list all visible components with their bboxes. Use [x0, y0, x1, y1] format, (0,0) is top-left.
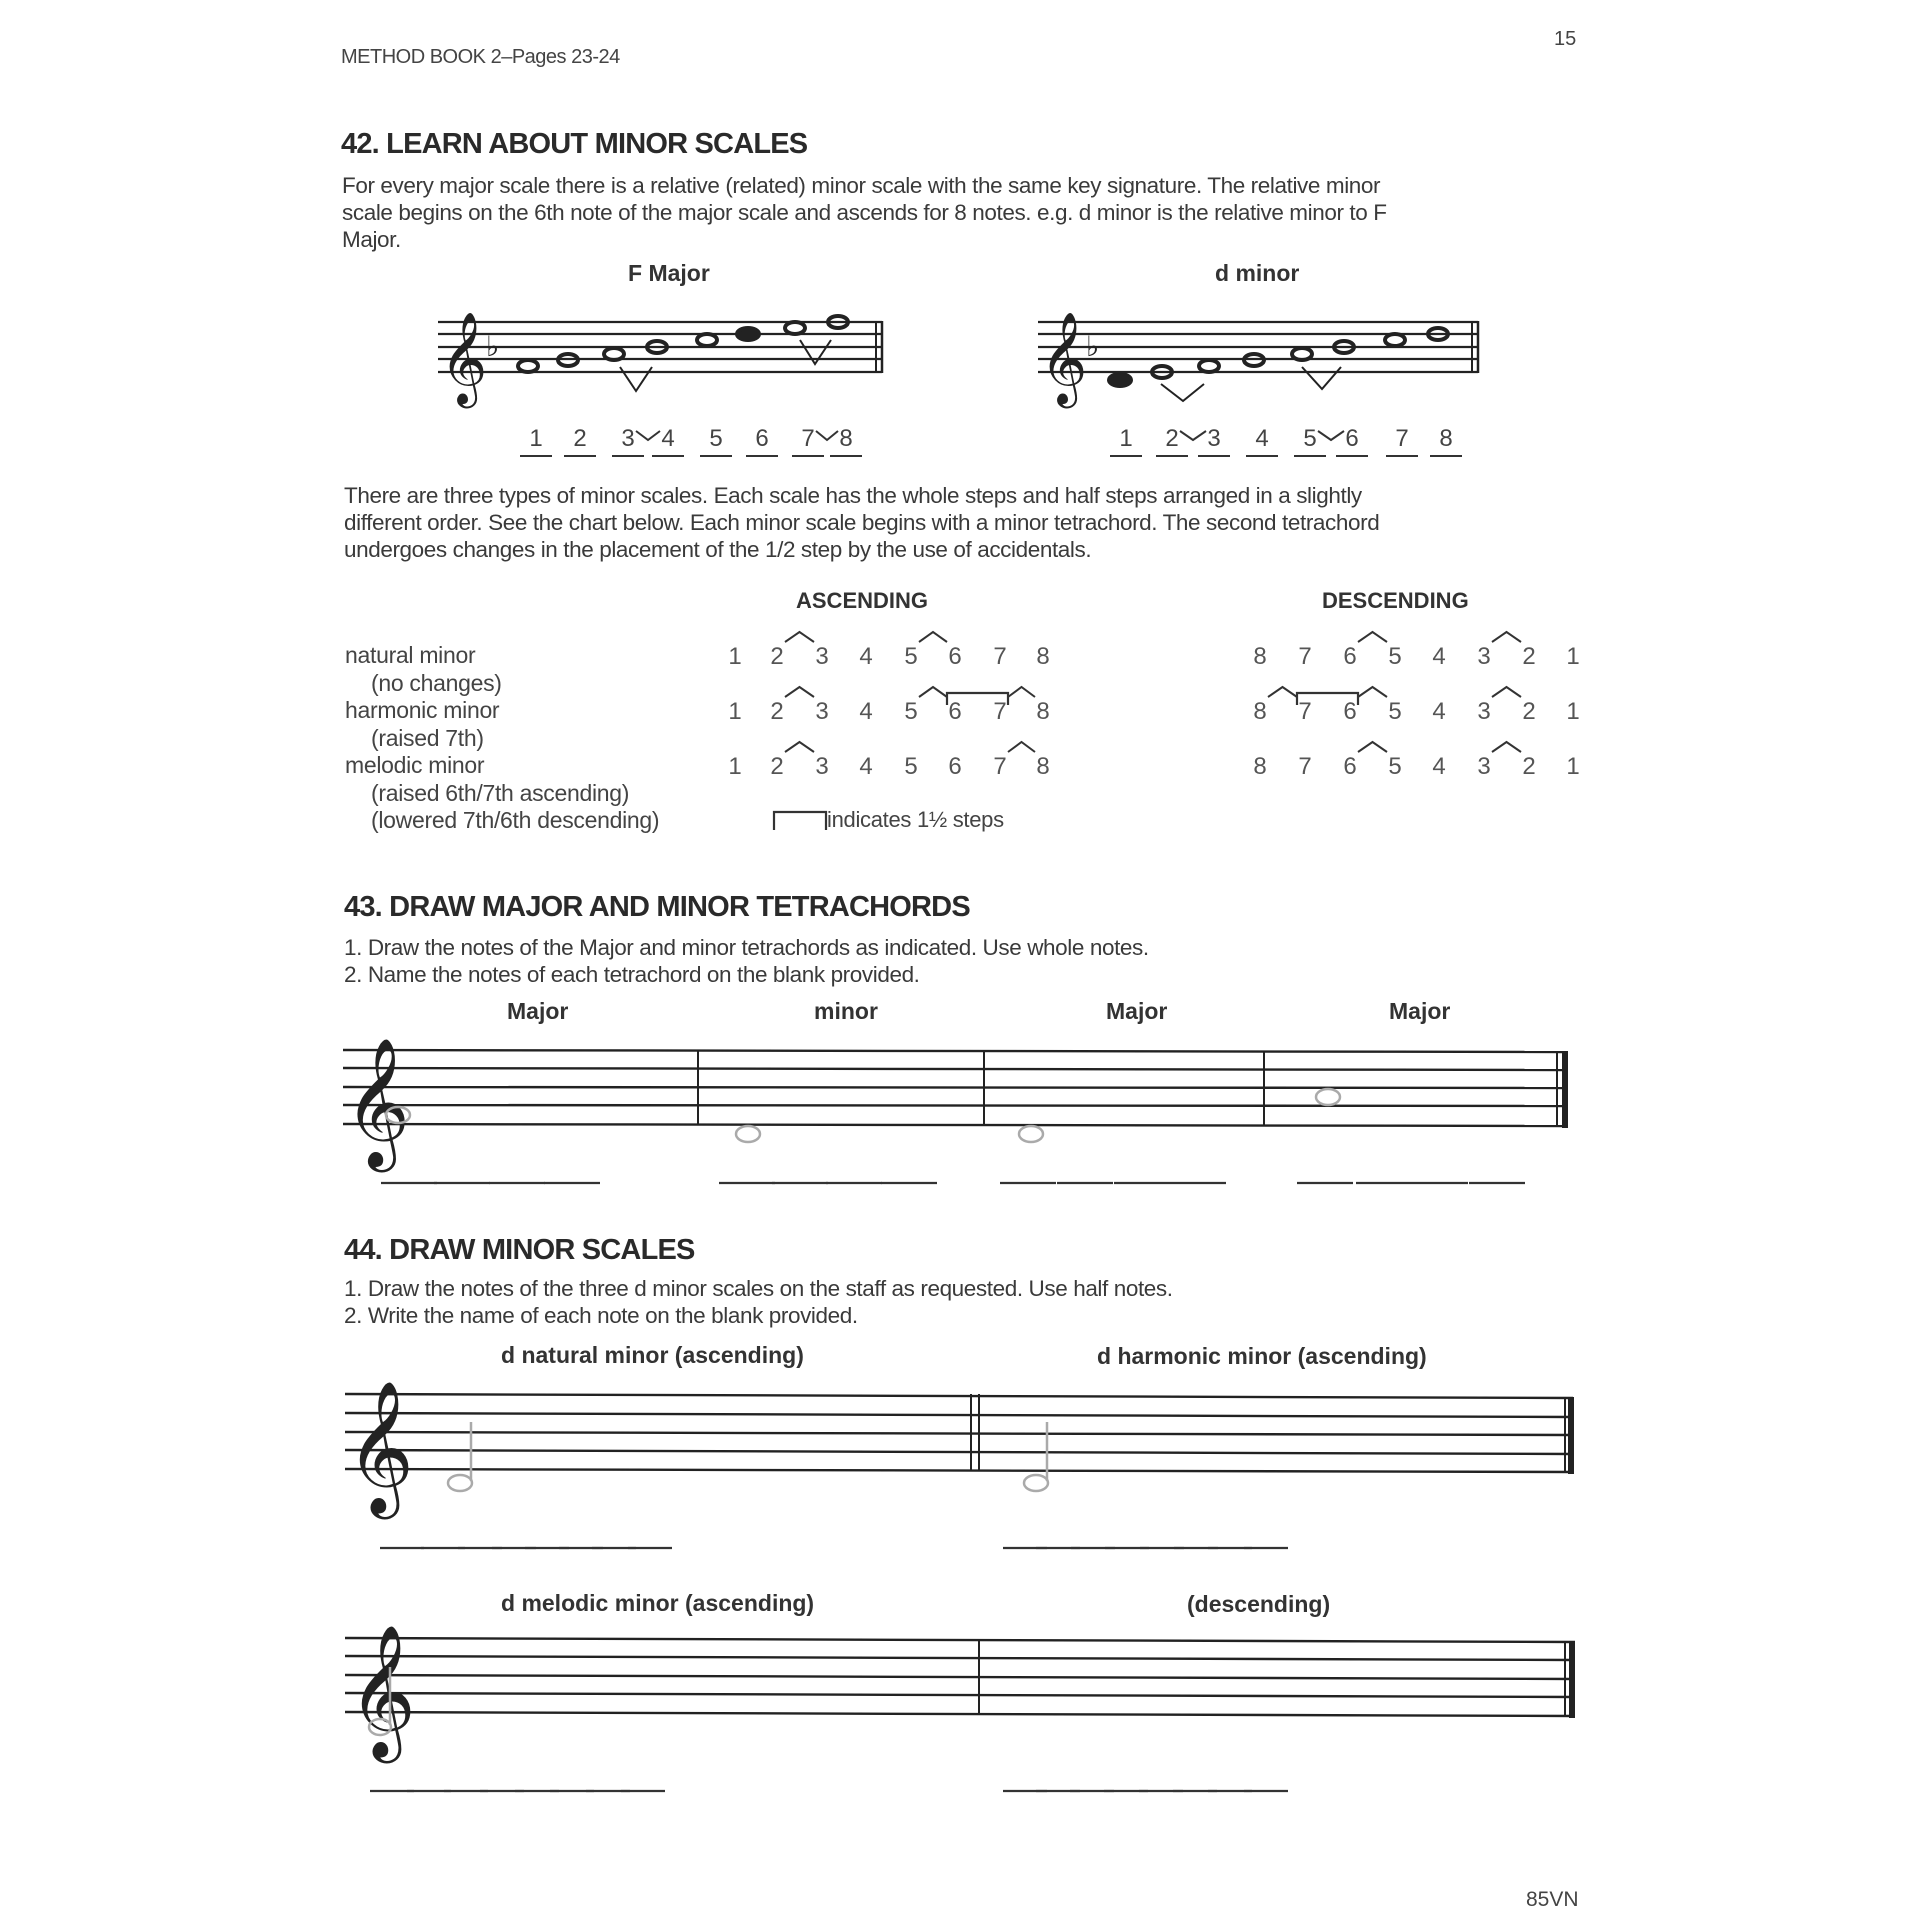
- f-major-label: F Major: [628, 260, 710, 286]
- chart-degree: 8: [1036, 643, 1050, 670]
- section-44-title: 44. DRAW MINOR SCALES: [344, 1234, 695, 1266]
- degree-number: 4: [661, 425, 675, 452]
- instruction: 2. Name the notes of each tetrachord on the blank provided.: [344, 962, 920, 987]
- chart-degree: 5: [904, 753, 918, 780]
- chart-degree: 5: [904, 698, 918, 725]
- harmonic-minor-note: (raised 7th): [371, 724, 484, 751]
- instruction: 1. Draw the notes of the three d minor scales on the staff as requested. Use half notes.: [344, 1276, 1173, 1301]
- chart-degree: 7: [993, 643, 1007, 670]
- flat-icon: ♭: [1086, 330, 1100, 363]
- degree-number: 7: [1395, 425, 1409, 452]
- running-title: METHOD BOOK 2–Pages 23-24: [341, 46, 620, 68]
- chart-degree: 1: [1566, 643, 1580, 670]
- natural-minor-note: (no changes): [371, 669, 502, 696]
- chart-degree: 3: [1477, 698, 1491, 725]
- chart-degree: 1: [728, 643, 742, 670]
- chart-degree: 3: [815, 753, 829, 780]
- degree-number: 4: [1255, 425, 1269, 452]
- chart-degree: 5: [904, 643, 918, 670]
- chart-degree: 4: [1432, 643, 1446, 670]
- chart-degree: 8: [1253, 643, 1267, 670]
- degree-number: 1: [529, 425, 543, 452]
- chart-degree: 5: [1388, 643, 1402, 670]
- melodic-minor-staff-label: d melodic minor (ascending): [501, 1590, 815, 1616]
- intro-line: Major.: [342, 227, 401, 252]
- natural-minor-label: natural minor: [345, 642, 476, 668]
- chart-degree: 1: [728, 753, 742, 780]
- chart-degree: 6: [948, 643, 962, 670]
- degree-number: 2: [573, 425, 587, 452]
- chart-degree: 4: [859, 643, 873, 670]
- degree-number: 8: [839, 425, 853, 452]
- chart-degree: 8: [1253, 698, 1267, 725]
- degree-number: 1: [1119, 425, 1133, 452]
- chart-degree: 1: [728, 698, 742, 725]
- measure-label: Major: [1106, 998, 1168, 1024]
- measure-label: Major: [1389, 998, 1451, 1024]
- chart-degree: 2: [770, 643, 784, 670]
- chart-degree: 2: [770, 753, 784, 780]
- d-minor-label: d minor: [1215, 260, 1300, 286]
- footer-code: 85VN: [1526, 1888, 1579, 1911]
- chart-degree: 2: [770, 698, 784, 725]
- chart-degree: 8: [1036, 698, 1050, 725]
- para-line: different order. See the chart below. Each minor scale begins with a minor tetrachord. The second tetrachord: [344, 510, 1380, 535]
- chart-degree: 1: [1566, 753, 1580, 780]
- chart-degree: 4: [859, 753, 873, 780]
- section-43-title: 43. DRAW MAJOR AND MINOR TETRACHORDS: [344, 891, 970, 923]
- chart-degree: 7: [1298, 753, 1312, 780]
- degree-number: 3: [621, 425, 635, 452]
- chart-degree: 2: [1522, 698, 1536, 725]
- chart-degree: 7: [993, 753, 1007, 780]
- chart-degree: 4: [1432, 698, 1446, 725]
- natural-minor-staff-label: d natural minor (ascending): [501, 1342, 804, 1368]
- treble-clef-icon: 𝄞: [440, 311, 488, 404]
- degree-number: 6: [1345, 425, 1359, 452]
- treble-clef-icon: 𝄞: [1040, 311, 1088, 404]
- chart-degree: 2: [1522, 753, 1536, 780]
- intro-line: For every major scale there is a relative (related) minor scale with the same key signature. The relative minor: [342, 173, 1381, 198]
- chart-degree: 3: [815, 698, 829, 725]
- chart-degree: 6: [1343, 753, 1357, 780]
- page-number: 15: [1554, 28, 1577, 50]
- chart-degree: 5: [1388, 753, 1402, 780]
- chart-degree: 3: [815, 643, 829, 670]
- para-line: There are three types of minor scales. Each scale has the whole steps and half steps arranged in a slightly: [344, 483, 1362, 508]
- melodic-minor-note: (raised 6th/7th ascending): [371, 779, 630, 806]
- chart-degree: 1: [1566, 698, 1580, 725]
- chart-degree: 3: [1477, 643, 1491, 670]
- chart-degree: 6: [948, 753, 962, 780]
- melodic-minor-note-2: (lowered 7th/6th descending): [371, 807, 660, 833]
- harmonic-minor-staff-label: d harmonic minor (ascending): [1097, 1343, 1427, 1369]
- harmonic-minor-label: harmonic minor: [345, 697, 500, 723]
- ascending-heading: ASCENDING: [796, 588, 929, 613]
- degree-number: 3: [1207, 425, 1221, 452]
- degree-number: 6: [755, 425, 769, 452]
- chart-degree: 5: [1388, 698, 1402, 725]
- degree-number: 2: [1165, 425, 1179, 452]
- melodic-minor-label: melodic minor: [345, 752, 485, 778]
- para-line: undergoes changes in the placement of the 1/2 step by the use of accidentals.: [344, 537, 1092, 562]
- chart-degree: 4: [859, 698, 873, 725]
- chart-degree: 7: [993, 698, 1007, 725]
- chart-degree: 8: [1253, 753, 1267, 780]
- instruction: 2. Write the name of each note on the blank provided.: [344, 1303, 858, 1328]
- chart-degree: 6: [1343, 643, 1357, 670]
- chart-degree: 6: [1343, 698, 1357, 725]
- chart-degree: 3: [1477, 753, 1491, 780]
- degree-number: 5: [709, 425, 723, 452]
- measure-label: Major: [507, 998, 569, 1024]
- chart-degree: 4: [1432, 753, 1446, 780]
- flat-icon: ♭: [486, 330, 500, 363]
- treble-clef-icon: 𝄞: [344, 1037, 411, 1167]
- descending-heading: DESCENDING: [1322, 588, 1469, 613]
- intro-line: scale begins on the 6th note of the major scale and ascends for 8 notes. e.g. d minor is the relative minor to F: [342, 200, 1387, 225]
- chart-degree: 2: [1522, 643, 1536, 670]
- degree-number: 7: [801, 425, 815, 452]
- chart-degree: 7: [1298, 698, 1312, 725]
- chart-degree: 7: [1298, 643, 1312, 670]
- degree-number: 5: [1303, 425, 1317, 452]
- step-and-half-legend: indicates 1½ steps: [827, 807, 1004, 832]
- section-42-title: 42. LEARN ABOUT MINOR SCALES: [341, 128, 808, 160]
- treble-clef-icon: 𝄞: [346, 1380, 414, 1514]
- descending-staff-label: (descending): [1187, 1591, 1331, 1617]
- treble-clef-icon: 𝄞: [348, 1624, 416, 1758]
- instruction: 1. Draw the notes of the Major and minor tetrachords as indicated. Use whole notes.: [344, 935, 1149, 960]
- degree-number: 8: [1439, 425, 1453, 452]
- chart-degree: 8: [1036, 753, 1050, 780]
- measure-label: minor: [814, 998, 878, 1024]
- chart-degree: 6: [948, 698, 962, 725]
